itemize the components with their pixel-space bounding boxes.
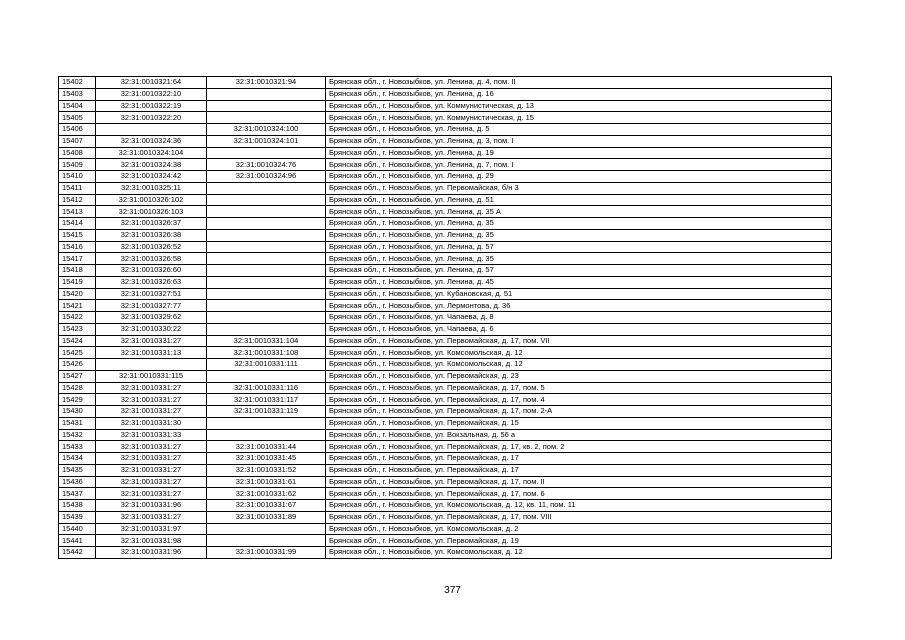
row-number-cell: 15427: [59, 370, 96, 382]
address-cell: Брянская обл., г. Новозыбков, ул. Ленина, д. 16: [326, 88, 832, 100]
sub-object-number-cell: 32:31:0010324:100: [207, 124, 326, 136]
table-row: [59, 77, 832, 89]
sub-object-number-cell: 32:31:0010331:44: [207, 441, 326, 453]
sub-object-number-cell: [207, 229, 326, 241]
table-row: [59, 88, 832, 100]
table-row: [59, 159, 832, 171]
table-row: [59, 312, 832, 324]
row-number-cell: 15441: [59, 535, 96, 547]
row-number-cell: 15419: [59, 276, 96, 288]
row-number-cell: 15412: [59, 194, 96, 206]
table-row: [59, 265, 832, 277]
row-number-cell: 15414: [59, 218, 96, 230]
address-cell: Брянская обл., г. Новозыбков, ул. Ленина, д. 45: [326, 276, 832, 288]
sub-object-number-cell: 32:31:0010331:117: [207, 394, 326, 406]
cadastral-number-cell: 32:31:0010331:96: [96, 500, 207, 512]
address-cell: Брянская обл., г. Новозыбков, ул. Ленина, д. 35: [326, 229, 832, 241]
address-cell: Брянская обл., г. Новозыбков, ул. Комсомольская, д. 12: [326, 347, 832, 359]
table-row: [59, 147, 832, 159]
sub-object-number-cell: 32:31:0010331:108: [207, 347, 326, 359]
cadastral-number-cell: 32:31:0010326:103: [96, 206, 207, 218]
address-cell: Брянская обл., г. Новозыбков, ул. Ленина, д. 35: [326, 218, 832, 230]
table-row: [59, 135, 832, 147]
cadastral-number-cell: 32:31:0010331:27: [96, 464, 207, 476]
cadastral-number-cell: 32:31:0010331:97: [96, 523, 207, 535]
table-row: [59, 229, 832, 241]
sub-object-number-cell: [207, 112, 326, 124]
sub-object-number-cell: [207, 323, 326, 335]
table-row: [59, 276, 832, 288]
address-cell: Брянская обл., г. Новозыбков, ул. Первомайская, д. 17: [326, 464, 832, 476]
sub-object-number-cell: 32:31:0010331:45: [207, 453, 326, 465]
table-row: [59, 382, 832, 394]
row-number-cell: 15402: [59, 77, 96, 89]
address-cell: Брянская обл., г. Новозыбков, ул. Первомайская, б/н 3: [326, 182, 832, 194]
cadastral-number-cell: 32:31:0010324:36: [96, 135, 207, 147]
address-cell: Брянская обл., г. Новозыбков, ул. Ленина, д. 35: [326, 253, 832, 265]
table-row: [59, 171, 832, 183]
row-number-cell: 15429: [59, 394, 96, 406]
sub-object-number-cell: 32:31:0010331:61: [207, 476, 326, 488]
cadastral-number-cell: 32:31:0010326:38: [96, 229, 207, 241]
cadastral-number-cell: 32:31:0010331:27: [96, 441, 207, 453]
row-number-cell: 15421: [59, 300, 96, 312]
address-cell: Брянская обл., г. Новозыбков, ул. Первомайская, д. 17, пом. 4: [326, 394, 832, 406]
sub-object-number-cell: [207, 194, 326, 206]
cadastral-number-cell: 32:31:0010327:77: [96, 300, 207, 312]
table-row: [59, 500, 832, 512]
table-row: [59, 488, 832, 500]
cadastral-number-cell: 32:31:0010326:63: [96, 276, 207, 288]
sub-object-number-cell: [207, 218, 326, 230]
cadastral-number-cell: 32:31:0010331:33: [96, 429, 207, 441]
table-row: [59, 535, 832, 547]
sub-object-number-cell: [207, 241, 326, 253]
row-number-cell: 15423: [59, 323, 96, 335]
row-number-cell: 15425: [59, 347, 96, 359]
sub-object-number-cell: 32:31:0010331:99: [207, 547, 326, 559]
cadastral-number-cell: 32:31:0010326:52: [96, 241, 207, 253]
row-number-cell: 15418: [59, 265, 96, 277]
sub-object-number-cell: [207, 182, 326, 194]
sub-object-number-cell: 32:31:0010331:104: [207, 335, 326, 347]
table-row: [59, 476, 832, 488]
row-number-cell: 15416: [59, 241, 96, 253]
cadastral-number-cell: 32:31:0010321:64: [96, 77, 207, 89]
row-number-cell: 15406: [59, 124, 96, 136]
address-cell: Брянская обл., г. Новозыбков, ул. Комсомольская, д. 12: [326, 359, 832, 371]
row-number-cell: 15436: [59, 476, 96, 488]
sub-object-number-cell: [207, 288, 326, 300]
row-number-cell: 15420: [59, 288, 96, 300]
row-number-cell: 15413: [59, 206, 96, 218]
cadastral-number-cell: 32:31:0010322:20: [96, 112, 207, 124]
sub-object-number-cell: [207, 253, 326, 265]
registry-table-body: [59, 77, 832, 559]
row-number-cell: 15408: [59, 147, 96, 159]
cadastral-number-cell: 32:31:0010331:27: [96, 488, 207, 500]
table-row: [59, 124, 832, 136]
cadastral-number-cell: 32:31:0010331:27: [96, 453, 207, 465]
cadastral-number-cell: 32:31:0010331:27: [96, 394, 207, 406]
cadastral-number-cell: 32:31:0010326:58: [96, 253, 207, 265]
row-number-cell: 15422: [59, 312, 96, 324]
sub-object-number-cell: 32:31:0010331:116: [207, 382, 326, 394]
cadastral-number-cell: 32:31:0010330:22: [96, 323, 207, 335]
row-number-cell: 15442: [59, 547, 96, 559]
row-number-cell: 15426: [59, 359, 96, 371]
sub-object-number-cell: [207, 276, 326, 288]
cadastral-number-cell: 32:31:0010331:27: [96, 406, 207, 418]
row-number-cell: 15437: [59, 488, 96, 500]
sub-object-number-cell: [207, 88, 326, 100]
table-row: [59, 511, 832, 523]
cadastral-number-cell: 32:31:0010331:27: [96, 335, 207, 347]
cadastral-number-cell: 32:31:0010324:42: [96, 171, 207, 183]
address-cell: Брянская обл., г. Новозыбков, ул. Первомайская, д. 15: [326, 417, 832, 429]
sub-object-number-cell: [207, 265, 326, 277]
sub-object-number-cell: [207, 300, 326, 312]
cadastral-number-cell: 32:31:0010331:27: [96, 511, 207, 523]
row-number-cell: 15409: [59, 159, 96, 171]
row-number-cell: 15438: [59, 500, 96, 512]
cadastral-number-cell: 32:31:0010331:115: [96, 370, 207, 382]
table-row: [59, 464, 832, 476]
address-cell: Брянская обл., г. Новозыбков, ул. Первомайская, д. 17, пом. VII: [326, 335, 832, 347]
cadastral-number-cell: 32:31:0010324:104: [96, 147, 207, 159]
cadastral-number-cell: 32:31:0010326:37: [96, 218, 207, 230]
sub-object-number-cell: 32:31:0010331:119: [207, 406, 326, 418]
cadastral-number-cell: 32:31:0010331:96: [96, 547, 207, 559]
address-cell: Брянская обл., г. Новозыбков, ул. Ленина, д. 57: [326, 265, 832, 277]
cadastral-number-cell: 32:31:0010331:13: [96, 347, 207, 359]
table-row: [59, 370, 832, 382]
row-number-cell: 15410: [59, 171, 96, 183]
row-number-cell: 15424: [59, 335, 96, 347]
address-cell: Брянская обл., г. Новозыбков, ул. Первомайская, д. 23: [326, 370, 832, 382]
sub-object-number-cell: 32:31:0010331:89: [207, 511, 326, 523]
row-number-cell: 15407: [59, 135, 96, 147]
row-number-cell: 15435: [59, 464, 96, 476]
table-row: [59, 218, 832, 230]
cadastral-number-cell: [96, 359, 207, 371]
row-number-cell: 15432: [59, 429, 96, 441]
table-row: [59, 206, 832, 218]
address-cell: Брянская обл., г. Новозыбков, ул. Кубановская, д. 51: [326, 288, 832, 300]
page-number: 377: [444, 585, 461, 596]
table-row: [59, 441, 832, 453]
table-row: [59, 453, 832, 465]
registry-table: [58, 76, 832, 559]
address-cell: Брянская обл., г. Новозыбков, ул. Ленина, д. 5: [326, 124, 832, 136]
row-number-cell: 15440: [59, 523, 96, 535]
address-cell: Брянская обл., г. Новозыбков, ул. Первомайская, д. 17, пом. VIII: [326, 511, 832, 523]
table-row: [59, 288, 832, 300]
sub-object-number-cell: 32:31:0010324:76: [207, 159, 326, 171]
table-row: [59, 547, 832, 559]
cadastral-number-cell: 32:31:0010325:11: [96, 182, 207, 194]
address-cell: Брянская обл., г. Новозыбков, ул. Первомайская, д. 17, пом. II: [326, 476, 832, 488]
sub-object-number-cell: 32:31:0010324:96: [207, 171, 326, 183]
row-number-cell: 15434: [59, 453, 96, 465]
address-cell: Брянская обл., г. Новозыбков, ул. Коммунистическая, д. 13: [326, 100, 832, 112]
table-row: [59, 323, 832, 335]
address-cell: Брянская обл., г. Новозыбков, ул. Комсомольская, д. 2: [326, 523, 832, 535]
address-cell: Брянская обл., г. Новозыбков, ул. Ленина, д. 57: [326, 241, 832, 253]
address-cell: Брянская обл., г. Новозыбков, ул. Коммунистическая, д. 15: [326, 112, 832, 124]
address-cell: Брянская обл., г. Новозыбков, ул. Ленина, д. 4, пом. II: [326, 77, 832, 89]
row-number-cell: 15433: [59, 441, 96, 453]
row-number-cell: 15431: [59, 417, 96, 429]
sub-object-number-cell: 32:31:0010331:62: [207, 488, 326, 500]
cadastral-number-cell: 32:31:0010331:27: [96, 476, 207, 488]
table-row: [59, 253, 832, 265]
row-number-cell: 15405: [59, 112, 96, 124]
row-number-cell: 15415: [59, 229, 96, 241]
address-cell: Брянская обл., г. Новозыбков, ул. Ленина, д. 7, пом. I: [326, 159, 832, 171]
sub-object-number-cell: [207, 370, 326, 382]
address-cell: Брянская обл., г. Новозыбков, ул. Первомайская, д. 17: [326, 453, 832, 465]
cadastral-number-cell: 32:31:0010326:60: [96, 265, 207, 277]
address-cell: Брянская обл., г. Новозыбков, ул. Лермонтова, д. 36: [326, 300, 832, 312]
table-row: [59, 406, 832, 418]
table-row: [59, 241, 832, 253]
sub-object-number-cell: [207, 147, 326, 159]
row-number-cell: 15411: [59, 182, 96, 194]
sub-object-number-cell: [207, 206, 326, 218]
row-number-cell: 15428: [59, 382, 96, 394]
table-row: [59, 194, 832, 206]
address-cell: Брянская обл., г. Новозыбков, ул. Первомайская, д. 19: [326, 535, 832, 547]
address-cell: Брянская обл., г. Новозыбков, ул. Вокзальная, д. 56 а: [326, 429, 832, 441]
row-number-cell: 15403: [59, 88, 96, 100]
sub-object-number-cell: 32:31:0010331:111: [207, 359, 326, 371]
table-row: [59, 523, 832, 535]
address-cell: Брянская обл., г. Новозыбков, ул. Первомайская, д. 17, пом. 6: [326, 488, 832, 500]
table-row: [59, 429, 832, 441]
sub-object-number-cell: [207, 312, 326, 324]
table-row: [59, 359, 832, 371]
address-cell: Брянская обл., г. Новозыбков, ул. Чапаева, д. 8: [326, 312, 832, 324]
row-number-cell: 15404: [59, 100, 96, 112]
sub-object-number-cell: [207, 417, 326, 429]
cadastral-number-cell: 32:31:0010322:10: [96, 88, 207, 100]
address-cell: Брянская обл., г. Новозыбков, ул. Комсомольская, д. 12: [326, 547, 832, 559]
address-cell: Брянская обл., г. Новозыбков, ул. Ленина, д. 29: [326, 171, 832, 183]
sub-object-number-cell: 32:31:0010331:67: [207, 500, 326, 512]
address-cell: Брянская обл., г. Новозыбков, ул. Первомайская, д. 17, пом. 5: [326, 382, 832, 394]
address-cell: Брянская обл., г. Новозыбков, ул. Комсомольская, д. 12, кв. 11, пом. 11: [326, 500, 832, 512]
sub-object-number-cell: [207, 100, 326, 112]
sub-object-number-cell: [207, 535, 326, 547]
table-row: [59, 100, 832, 112]
cadastral-number-cell: 32:31:0010329:62: [96, 312, 207, 324]
sub-object-number-cell: 32:31:0010331:52: [207, 464, 326, 476]
sub-object-number-cell: [207, 429, 326, 441]
cadastral-number-cell: 32:31:0010331:98: [96, 535, 207, 547]
cadastral-number-cell: [96, 124, 207, 136]
address-cell: Брянская обл., г. Новозыбков, ул. Чапаева, д. 6: [326, 323, 832, 335]
sub-object-number-cell: 32:31:0010324:101: [207, 135, 326, 147]
address-cell: Брянская обл., г. Новозыбков, ул. Первомайская, д. 17, кв. 2, пом. 2: [326, 441, 832, 453]
table-row: [59, 417, 832, 429]
table-row: [59, 347, 832, 359]
address-cell: Брянская обл., г. Новозыбков, ул. Первомайская, д. 17, пом. 2-А: [326, 406, 832, 418]
row-number-cell: 15439: [59, 511, 96, 523]
table-row: [59, 112, 832, 124]
table-row: [59, 300, 832, 312]
cadastral-number-cell: 32:31:0010327:51: [96, 288, 207, 300]
sub-object-number-cell: 32:31:0010321:94: [207, 77, 326, 89]
address-cell: Брянская обл., г. Новозыбков, ул. Ленина, д. 51: [326, 194, 832, 206]
address-cell: Брянская обл., г. Новозыбков, ул. Ленина, д. 3, пом. I: [326, 135, 832, 147]
sub-object-number-cell: [207, 523, 326, 535]
table-row: [59, 182, 832, 194]
address-cell: Брянская обл., г. Новозыбков, ул. Ленина, д. 35 А: [326, 206, 832, 218]
cadastral-number-cell: 32:31:0010331:30: [96, 417, 207, 429]
table-row: [59, 335, 832, 347]
cadastral-number-cell: 32:31:0010331:27: [96, 382, 207, 394]
table-row: [59, 394, 832, 406]
cadastral-number-cell: 32:31:0010322:19: [96, 100, 207, 112]
address-cell: Брянская обл., г. Новозыбков, ул. Ленина, д. 19: [326, 147, 832, 159]
cadastral-number-cell: 32:31:0010326:102: [96, 194, 207, 206]
row-number-cell: 15417: [59, 253, 96, 265]
row-number-cell: 15430: [59, 406, 96, 418]
cadastral-number-cell: 32:31:0010324:38: [96, 159, 207, 171]
